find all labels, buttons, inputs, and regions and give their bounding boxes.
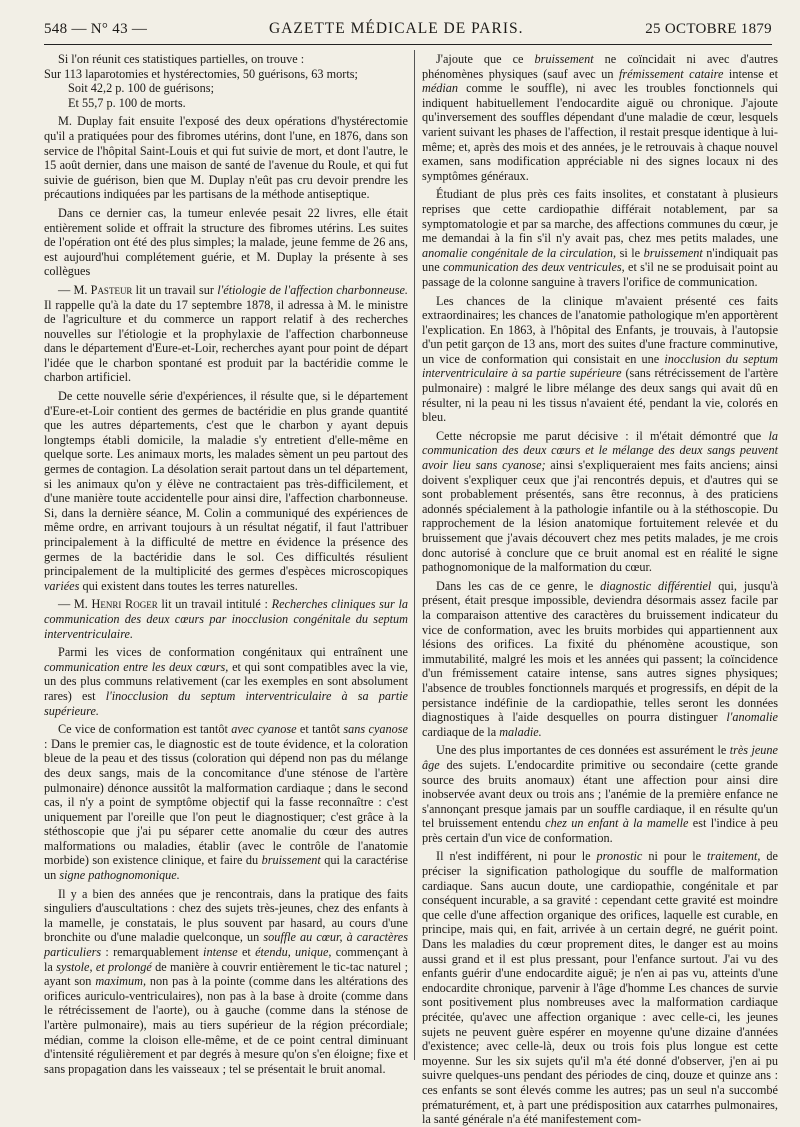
text-run: : Dans le premier cas, le diagnostic est de toute évidence, et la coloration bleue de la peau et des tissus (coloration qui dépend non pas du mélange des deux sangs, mais de la concomitance d'une sténose de l'artère pulmonaire) dénonce aussitôt la malformation cardiaque ; dans le second cas, il n'y a point de symptôme objectif qui la fasse reconnaître : c'est uniquement par l'oreille que l'on peut le diagnostiquer; c'est grâce à la stéthoscopie que j'ai pu séparer cette anomalie du cœur des autres malformations ou maladies, établir (avec le contrôle de l'anatomie morbide) son existence clinique, et faire du xyxy=(44,736,408,868)
text-run: et s'il ne se produisait point au passage de la colonne sanguine à travers l'orifice de communication. xyxy=(422,260,778,289)
text-run: Une des plus importantes de ces données est assurément le xyxy=(436,743,730,758)
text-run: ainsi s'expliqueraient mes faits anciens; ainsi doivent s'expliquer ceux que j'ai rencontrés depuis, et d'autres qui se sont probablement présentés, sans être reconnus, à des praticiens adonnés spécialement à la pathologie infantile ou à la stéthoscopie. Du rapprochement de la lésion anatomique fortuitement relevée et du bruissement que j'avais découvert chez mes petits malades, je me crois donc autorisé à conclure que ce bruit anomal est en réalité le signe pathognomonique de la malformation du cœur. xyxy=(422,458,778,575)
header-rule xyxy=(44,44,772,45)
emphasis: l'anomalie xyxy=(726,710,778,725)
text-run: si le xyxy=(616,245,644,260)
emphasis: l'inocclusion du septum interventriculaire à sa partie supérieure. xyxy=(44,688,408,718)
issue-date: 25 OCTOBRE 1879 xyxy=(645,21,772,37)
emphasis: maximum, xyxy=(95,974,147,989)
emphasis: étendu, unique, xyxy=(255,945,332,960)
emphasis: bruissement xyxy=(261,853,321,868)
text-run: et xyxy=(237,945,256,960)
emphasis: maladie. xyxy=(499,724,542,739)
page-number: 548 — N° 43 — xyxy=(44,21,148,37)
text-run: qui existent dans toutes les terres naturelles. xyxy=(79,578,298,593)
text-run: : remarquablement xyxy=(101,945,204,960)
emphasis: inocclusion du septum interventriculaire à sa partie supérieure xyxy=(422,351,778,381)
page-header xyxy=(44,20,772,42)
column-divider xyxy=(414,50,415,1060)
text-run: qui la caractérise un xyxy=(44,853,408,883)
text-run: Dans les cas de ce genre, le xyxy=(436,578,601,593)
stats-line: Sur 113 laparotomies et hystérectomies, 50 guérisons, 63 morts; xyxy=(44,66,358,81)
emphasis: la communication des deux cœurs et le mélange des deux sangs peuvent avoir lieu sans cyanose; xyxy=(422,428,778,473)
text-run: et tantôt xyxy=(296,722,344,737)
emphasis: anomalie congénitale de la circulation, xyxy=(422,245,617,260)
text-run: lit un travail sur xyxy=(132,282,218,297)
paragraph xyxy=(44,389,408,593)
text-run: est l'indice à peu près certain d'un vice de conformation. xyxy=(422,816,778,845)
emphasis: communication entre les deux cœurs, xyxy=(44,659,229,674)
text-run: Étudiant de plus près ces faits insolites, et constatant à plusieurs reprises que cette cardiopathie différait notablement, par sa symptomatologie et par sa marche, des affections communes du cœur, je me demandai à la fin s'il n'y avait pas, chez mes petits malades, une xyxy=(422,187,778,246)
emphasis: signe pathognomonique. xyxy=(59,868,180,883)
paragraph xyxy=(422,294,778,425)
emphasis: très jeune âge xyxy=(422,743,778,772)
paragraph: M. Duplay fait ensuite l'exposé des deux opérations d'hystérectomie qu'il a pratiquées pour des fibromes utérins, dont l'une, en 1876, dans son service de l'hôpital Saint-Louis et qui fut suivie de mort, et dont l'autre, le 15 août dernier, dans une maison de santé de l'avenue du Roule, et qui fut suivie de guérison, bien que M. Duplay n'eût pas cru devoir prendre les précautions indiquées par les partisans de la méthode antiseptique. xyxy=(44,114,408,202)
paper-title: l'étiologie de l'affection charbonneuse. xyxy=(217,282,408,297)
text-run: non pas à la pointe (comme dans les altérations des orifices auriculo-ventriculaires), non pas à la base à droite (comme dans le rétrécissement de l'aorte), ou à gauche (comme dans la sténose de l'artère pulmonaire), mais au tiers supérieur de la région précordiale; médian, comme la cloison elle-même, et de ce point central diminuant d'intensité régulièrement et par degrés à mesure qu'on s'en éloigne; fixe et sans propagation dans les vaisseaux ; tel se présentait le bruit anomal. xyxy=(44,974,408,1076)
text-run: des sujets. L'endocardite primitive ou secondaire (cette grande source des bruits anomaux) étant une affection pour ainsi dire inobservée avant deux ou trois ans ; l'anémie de la première enfance ne s'annonçant presque jamais par un souffle cardiaque, il en résulte qu'un tel bruissement entendu xyxy=(422,757,778,831)
text-run: lit un travail intitulé : xyxy=(157,597,272,612)
emphasis: souffle au cœur, à caractères particuliers xyxy=(44,930,408,960)
right-column xyxy=(422,52,779,1127)
stats-intro: Si l'on réunit ces statistiques partielles, on trouve : xyxy=(58,52,305,66)
text-run: De cette nouvelle série d'expériences, il résulte que, si le département d'Eure-et-Loir contient des germes de bactéridie en plus grande quantité que les autres départements, c'est que le charbon y ayant depuis longtemps établi domicile, la maladie s'y entretient d'elle-même en quelque sorte. Les animaux morts, les malades sèment un peu partout des germes de contagion. La désolation serait partout dans un tel département, si les animaux qu'on y élève ne contractaient pas très-difficilement, et d'une manière toute accidentelle pour ainsi dire, l'affection charbonneuse. Si, dans la dernière séance, M. Colin a communiqué des expériences de même ordre, en arrivant toujours à un résultat négatif, il faut l'attribuer principalement à la difficulté de mettre en évidence la présence des germes de la bactéridie dans le sol. Ces difficultés résulient principalement de la multiplicité des germes d'espèces microscopiques xyxy=(44,389,408,579)
text-run: commençant à la xyxy=(44,945,408,974)
text-run: comme le souffle), ni avec les troubles fonctionnels qui indiquent habituellement l'endocardite aiguë ou chronique. J'ajoute qu'inversement des souffles dépendant d'une maladie de cœur, lesquels varient suivant les phases de l'affection, il restait presque identique à lui-même; et, après des mois et des années, je le retrouvais à chaque nouvel examen, sans modification appréciable ni des signes locaux ni des symptômes généraux. xyxy=(422,81,778,183)
emphasis: intense xyxy=(203,945,238,960)
author-name: Henri Roger xyxy=(91,597,158,612)
paragraph xyxy=(422,187,778,289)
journal-title: GAZETTE MÉDICALE DE PARIS. xyxy=(269,20,524,37)
emphasis: communication des deux ventricules, xyxy=(443,260,625,275)
text-run: Il rappelle qu'à la date du 17 septembre 1878, il adressa à M. le ministre de l'agriculture et du commerce un rapport relatif à des recherches nouvelles sur l'étiologie et la prophylaxie de l'affection charbonneuse dans le département d'Eure-et-Loir, recherches ayant pour point de départ l'idée que le charbon spontané est produit par la bactéridie comme le charbon artificiel. xyxy=(44,297,408,385)
paper-title: Recherches cliniques sur la communication des deux cœurs par inocclusion congénitale du septum interventriculaire. xyxy=(44,597,409,641)
text-run: qui, jusqu'à présent, était presque impossible, deviendra désormais assez facile par la comparaison attentive des caractères du bruissement indicateur du vice de conformation, avec les bruits morbides qui appartiennent aux lésions des orifices. La fixité du phénomène acoustique, son immutabilité, malgré les mois et les années qui passent; la coïncidence d'un frémissement cataire intense, sans autres signes physiques; l'absence de troubles fonctionnels marqués et progressifs, en dépit de la persistance indéfinie de la cardiopathie, telles seront les données diagnostiques à l'aide desquelles on pourra distinguer xyxy=(422,578,779,725)
emphasis: bruissement xyxy=(643,245,703,260)
text-run: de manière à couvrir entièrement le tic-tac naturel ; ayant son xyxy=(44,959,409,989)
paragraph xyxy=(44,722,408,883)
text-run: — M. xyxy=(58,597,92,612)
paragraph xyxy=(422,579,778,740)
text-run: ne coïncidait ni avec d'autres phénomènes physiques (sauf avec un xyxy=(422,52,778,81)
paragraph xyxy=(44,283,408,385)
text-run: (sans rétrécissement de l'artère pulmonaire) : malgré le libre mélange des deux sangs qui avait dû en résulter, ni la peau ni les tissus n'avaient été, pendant la vie, colorés en bleu. xyxy=(422,366,779,425)
text-run: J'ajoute que ce xyxy=(436,52,535,66)
paragraph xyxy=(422,52,778,183)
text-run: Il y a bien des années que je rencontrais, dans la pratique des faits singuliers d'auscultations : chez des sujets très-jeunes, chez des enfants à la mamelle, je constatais, le plus souvent par hasard, au cours d'une bronchite ou d'une maladie quelconque, un xyxy=(44,886,408,945)
paragraph xyxy=(44,887,408,1077)
text-run: cardiaque de la xyxy=(422,724,500,739)
emphasis: systole, et prolongé xyxy=(56,959,152,974)
paragraph xyxy=(422,743,778,845)
emphasis: chez un enfant à la mamelle xyxy=(545,816,689,831)
text-run: Les chances de la clinique m'avaient présenté ces faits extraordinaires; les chances de l'anatomie pathologique m'en apportèrent l'explication. En 1863, à l'hôpital des Enfants, je trouvais, à l'autopsie d'un petit garçon de 13 ans, mort des suites d'une fracture comminutive, un vice de conformation qui consistait en une xyxy=(422,293,778,366)
emphasis: avec cyanose xyxy=(231,722,297,737)
stats-line: Soit 42,2 p. 100 de guérisons; xyxy=(68,81,214,96)
text-run: intense et xyxy=(723,66,778,81)
text-run: de préciser la signification pathologique du souffle de malformation cardiaque. Sans aucun doute, une cardiopathie, congénitale et par conséquent incurable, a sa gravité : cependant cette gravité est moindre que celle d'une affection organique des orifices, laquelle est curable, en principe, mais qui, en fait, arrivée à un certain degré, ne guérit point. Dans les maladies du cœur proprement dites, le danger est au moins aussi grand et il est plus pressant, pour l'enfance surtout. J'ai vu des enfants guérir d'une endocardite aiguë; je n'en ai pas vu, atteints d'une endocardite chronique, parvenir à l'âge d'homme Les chances de survie sont positivement plus nombreuses avec la malformation cardiaque précitée, qu'avec une affection organique : avec celle-ci, les jeunes sujets ne peuvent guère espérer en moyenne qu'une dizaine d'années d'existence; avec celle-là, deux ou trois fois plus longue est cette moyenne. Sur les six sujets qu'il m'a été donné d'observer, j'en ai pu suivre quelques-uns pendant des périodes de cinq, douze et quinze ans : ces enfants se sont élevés comme les autres; pas un seul n'a succombé prématurément, et, à part une prédisposition aux catarrhes pulmonaires, la santé générale n'a été manifestement com- xyxy=(422,849,778,1127)
paragraph xyxy=(422,429,778,575)
emphasis: sans cyanose xyxy=(343,722,408,737)
paragraph xyxy=(422,849,778,1126)
emphasis: frémissement cataire xyxy=(619,66,724,81)
text-run: Cette nécropsie me parut décisive : il m'était démontré que xyxy=(436,428,769,443)
emphasis: variées xyxy=(44,578,80,593)
author-name: Pasteur xyxy=(90,282,133,297)
text-run: ni pour le xyxy=(642,849,708,864)
emphasis: bruissement xyxy=(534,52,594,66)
emphasis: traitement, xyxy=(707,849,761,864)
text-run: et qui sont compatibles avec la vie, un des plus communs relativement (car les exemples en sont absolument rares) est xyxy=(44,659,408,703)
text-run: Parmi les vices de conformation congénitaux qui entraînent une xyxy=(58,645,408,660)
text-run: Ce vice de conformation est tantôt xyxy=(58,722,232,737)
emphasis: diagnostic différentiel xyxy=(600,578,712,593)
statistics-block xyxy=(44,52,408,110)
emphasis: médian xyxy=(422,81,459,96)
emphasis: pronostic xyxy=(596,849,643,864)
paragraph xyxy=(44,597,408,641)
paragraph: Dans ce dernier cas, la tumeur enlevée pesait 22 livres, elle était entièrement solide et offrait la structure des fibromes utérins. Les suites de l'opération ont été des plus simples; la malade, jeune femme de 26 ans, est aujourd'hui complétement guérie, et M. Duplay la présente à ses collègues xyxy=(44,205,408,279)
left-column xyxy=(44,52,409,1076)
text-run: — M. xyxy=(58,282,91,297)
stats-line: Et 55,7 p. 100 de morts. xyxy=(68,95,186,110)
text-run: Il n'est indifférent, ni pour le xyxy=(436,849,597,864)
text-run: n'indiquait pas une xyxy=(422,245,778,275)
paragraph xyxy=(44,645,408,718)
